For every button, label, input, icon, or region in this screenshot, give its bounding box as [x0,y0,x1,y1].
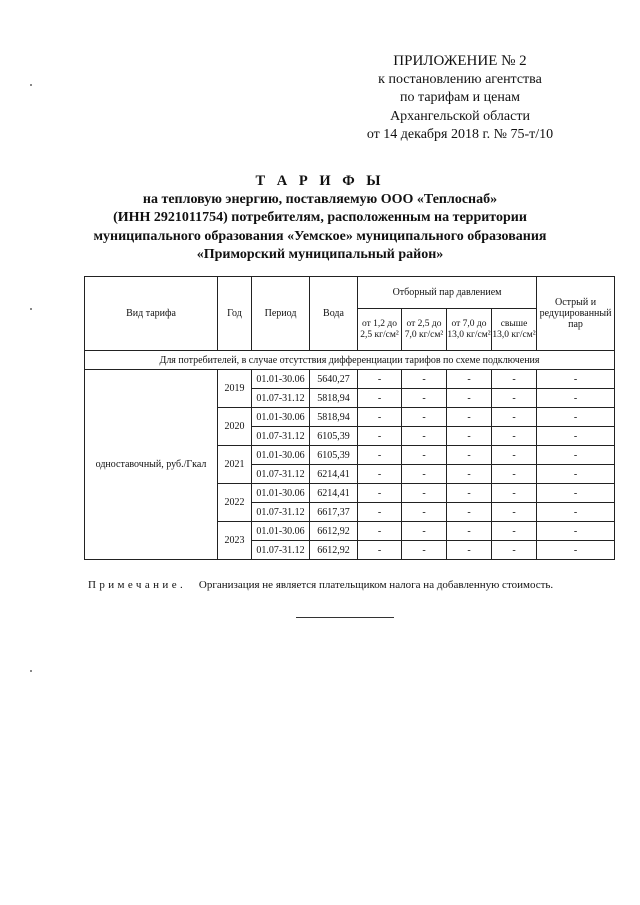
dash-cell: - [537,484,615,503]
dash-cell: - [447,541,492,560]
dash-cell: - [402,427,447,446]
dash-cell: - [537,446,615,465]
dash-cell: - [492,446,537,465]
dash-cell: - [537,427,615,446]
period-cell: 01.07-31.12 [252,389,310,408]
period-cell: 01.01-30.06 [252,446,310,465]
period-cell: 01.07-31.12 [252,427,310,446]
year-cell: 2023 [218,522,252,560]
dash-cell: - [358,370,402,389]
title-line-3: муниципального образования «Уемское» муниципального образования [93,228,547,244]
scan-mark [30,670,32,672]
table-row [85,370,615,389]
appendix-line-4: Архангельской области [390,108,530,124]
dash-cell: - [447,370,492,389]
dash-cell: - [358,465,402,484]
dash-cell: - [492,389,537,408]
header-steam: Отборный пар давлением [358,277,537,309]
dash-cell: - [358,541,402,560]
dash-cell: - [492,522,537,541]
dash-cell: - [402,465,447,484]
dash-cell: - [447,522,492,541]
dash-cell: - [492,465,537,484]
dash-cell: - [447,484,492,503]
header-sharp-steam: Острый и редуцированный пар [537,277,615,351]
table-body [85,370,615,560]
period-cell: 01.01-30.06 [252,484,310,503]
water-price-cell: 6214,41 [310,484,358,503]
header-pressure-2: от 2,5 до 7,0 кг/см² [402,309,447,351]
period-cell: 01.01-30.06 [252,370,310,389]
year-cell: 2020 [218,408,252,446]
dash-cell: - [402,484,447,503]
dash-cell: - [537,541,615,560]
water-price-cell: 6612,92 [310,522,358,541]
header-water: Вода [310,277,358,351]
header-pressure-3: от 7,0 до 13,0 кг/см² [447,309,492,351]
header-period: Период [252,277,310,351]
appendix-header [320,52,600,145]
scan-mark [30,308,32,310]
dash-cell: - [537,408,615,427]
dash-cell: - [492,484,537,503]
title-line-4: «Приморский муниципальный район» [196,247,444,262]
title-heading: Т А Р И Ф Ы [255,173,385,189]
year-cell: 2021 [218,446,252,484]
appendix-date: от 14 декабря 2018 г. № 75-т/10 [366,127,554,142]
dash-cell: - [537,503,615,522]
header-year: Год [218,277,252,351]
title-line-1: на тепловую энергию, поставляемую ООО «Теплоснаб» [142,191,498,207]
dash-cell: - [358,522,402,541]
dash-cell: - [358,389,402,408]
period-cell: 01.07-31.12 [252,465,310,484]
period-cell: 01.07-31.12 [252,503,310,522]
dash-cell: - [358,427,402,446]
water-price-cell: 6214,41 [310,465,358,484]
document-title [60,172,580,265]
scan-mark [30,84,32,86]
water-price-cell: 6105,39 [310,427,358,446]
dash-cell: - [447,408,492,427]
water-price-cell: 6617,37 [310,503,358,522]
appendix-number: ПРИЛОЖЕНИЕ № 2 [393,53,527,69]
dash-cell: - [537,522,615,541]
dash-cell: - [402,446,447,465]
water-price-cell: 5818,94 [310,389,358,408]
dash-cell: - [537,465,615,484]
title-line-2: (ИНН 2921011754) потребителям, расположенным на территории [113,210,527,225]
dash-cell: - [402,541,447,560]
dash-cell: - [492,503,537,522]
dash-cell: - [402,522,447,541]
note [88,579,553,591]
tariff-type-cell: одноставочный, руб./Гкал [85,370,218,560]
dash-cell: - [492,427,537,446]
appendix-line-3: по тарифам и ценам [400,90,520,105]
dash-cell: - [358,503,402,522]
dash-cell: - [447,389,492,408]
water-price-cell: 5818,94 [310,408,358,427]
tariff-table [84,276,615,560]
period-cell: 01.01-30.06 [252,408,310,427]
consumer-group-row: Для потребителей, в случае отсутствия дифференциации тарифов по схеме подключения [85,351,615,370]
period-cell: 01.07-31.12 [252,541,310,560]
note-text: Организация не является плательщиком налога на добавленную стоимость. [198,579,554,591]
water-price-cell: 6105,39 [310,446,358,465]
year-cell: 2019 [218,370,252,408]
water-price-cell: 6612,92 [310,541,358,560]
water-price-cell: 5640,27 [310,370,358,389]
dash-cell: - [447,427,492,446]
dash-cell: - [492,408,537,427]
dash-cell: - [447,503,492,522]
dash-cell: - [402,503,447,522]
dash-cell: - [447,446,492,465]
note-label: Примечание. [88,579,187,591]
appendix-line-2: к постановлению агентства [378,71,542,87]
header-tariff-type: Вид тарифа [85,277,218,351]
dash-cell: - [402,370,447,389]
dash-cell: - [537,389,615,408]
period-cell: 01.01-30.06 [252,522,310,541]
dash-cell: - [358,484,402,503]
dash-cell: - [402,408,447,427]
dash-cell: - [402,389,447,408]
dash-cell: - [447,465,492,484]
year-cell: 2022 [218,484,252,522]
header-pressure-1: от 1,2 до 2,5 кг/см² [358,309,402,351]
divider-line [296,617,394,618]
dash-cell: - [358,408,402,427]
dash-cell: - [492,370,537,389]
header-pressure-4: свыше 13,0 кг/см² [492,309,537,351]
dash-cell: - [492,541,537,560]
dash-cell: - [358,446,402,465]
dash-cell: - [537,370,615,389]
